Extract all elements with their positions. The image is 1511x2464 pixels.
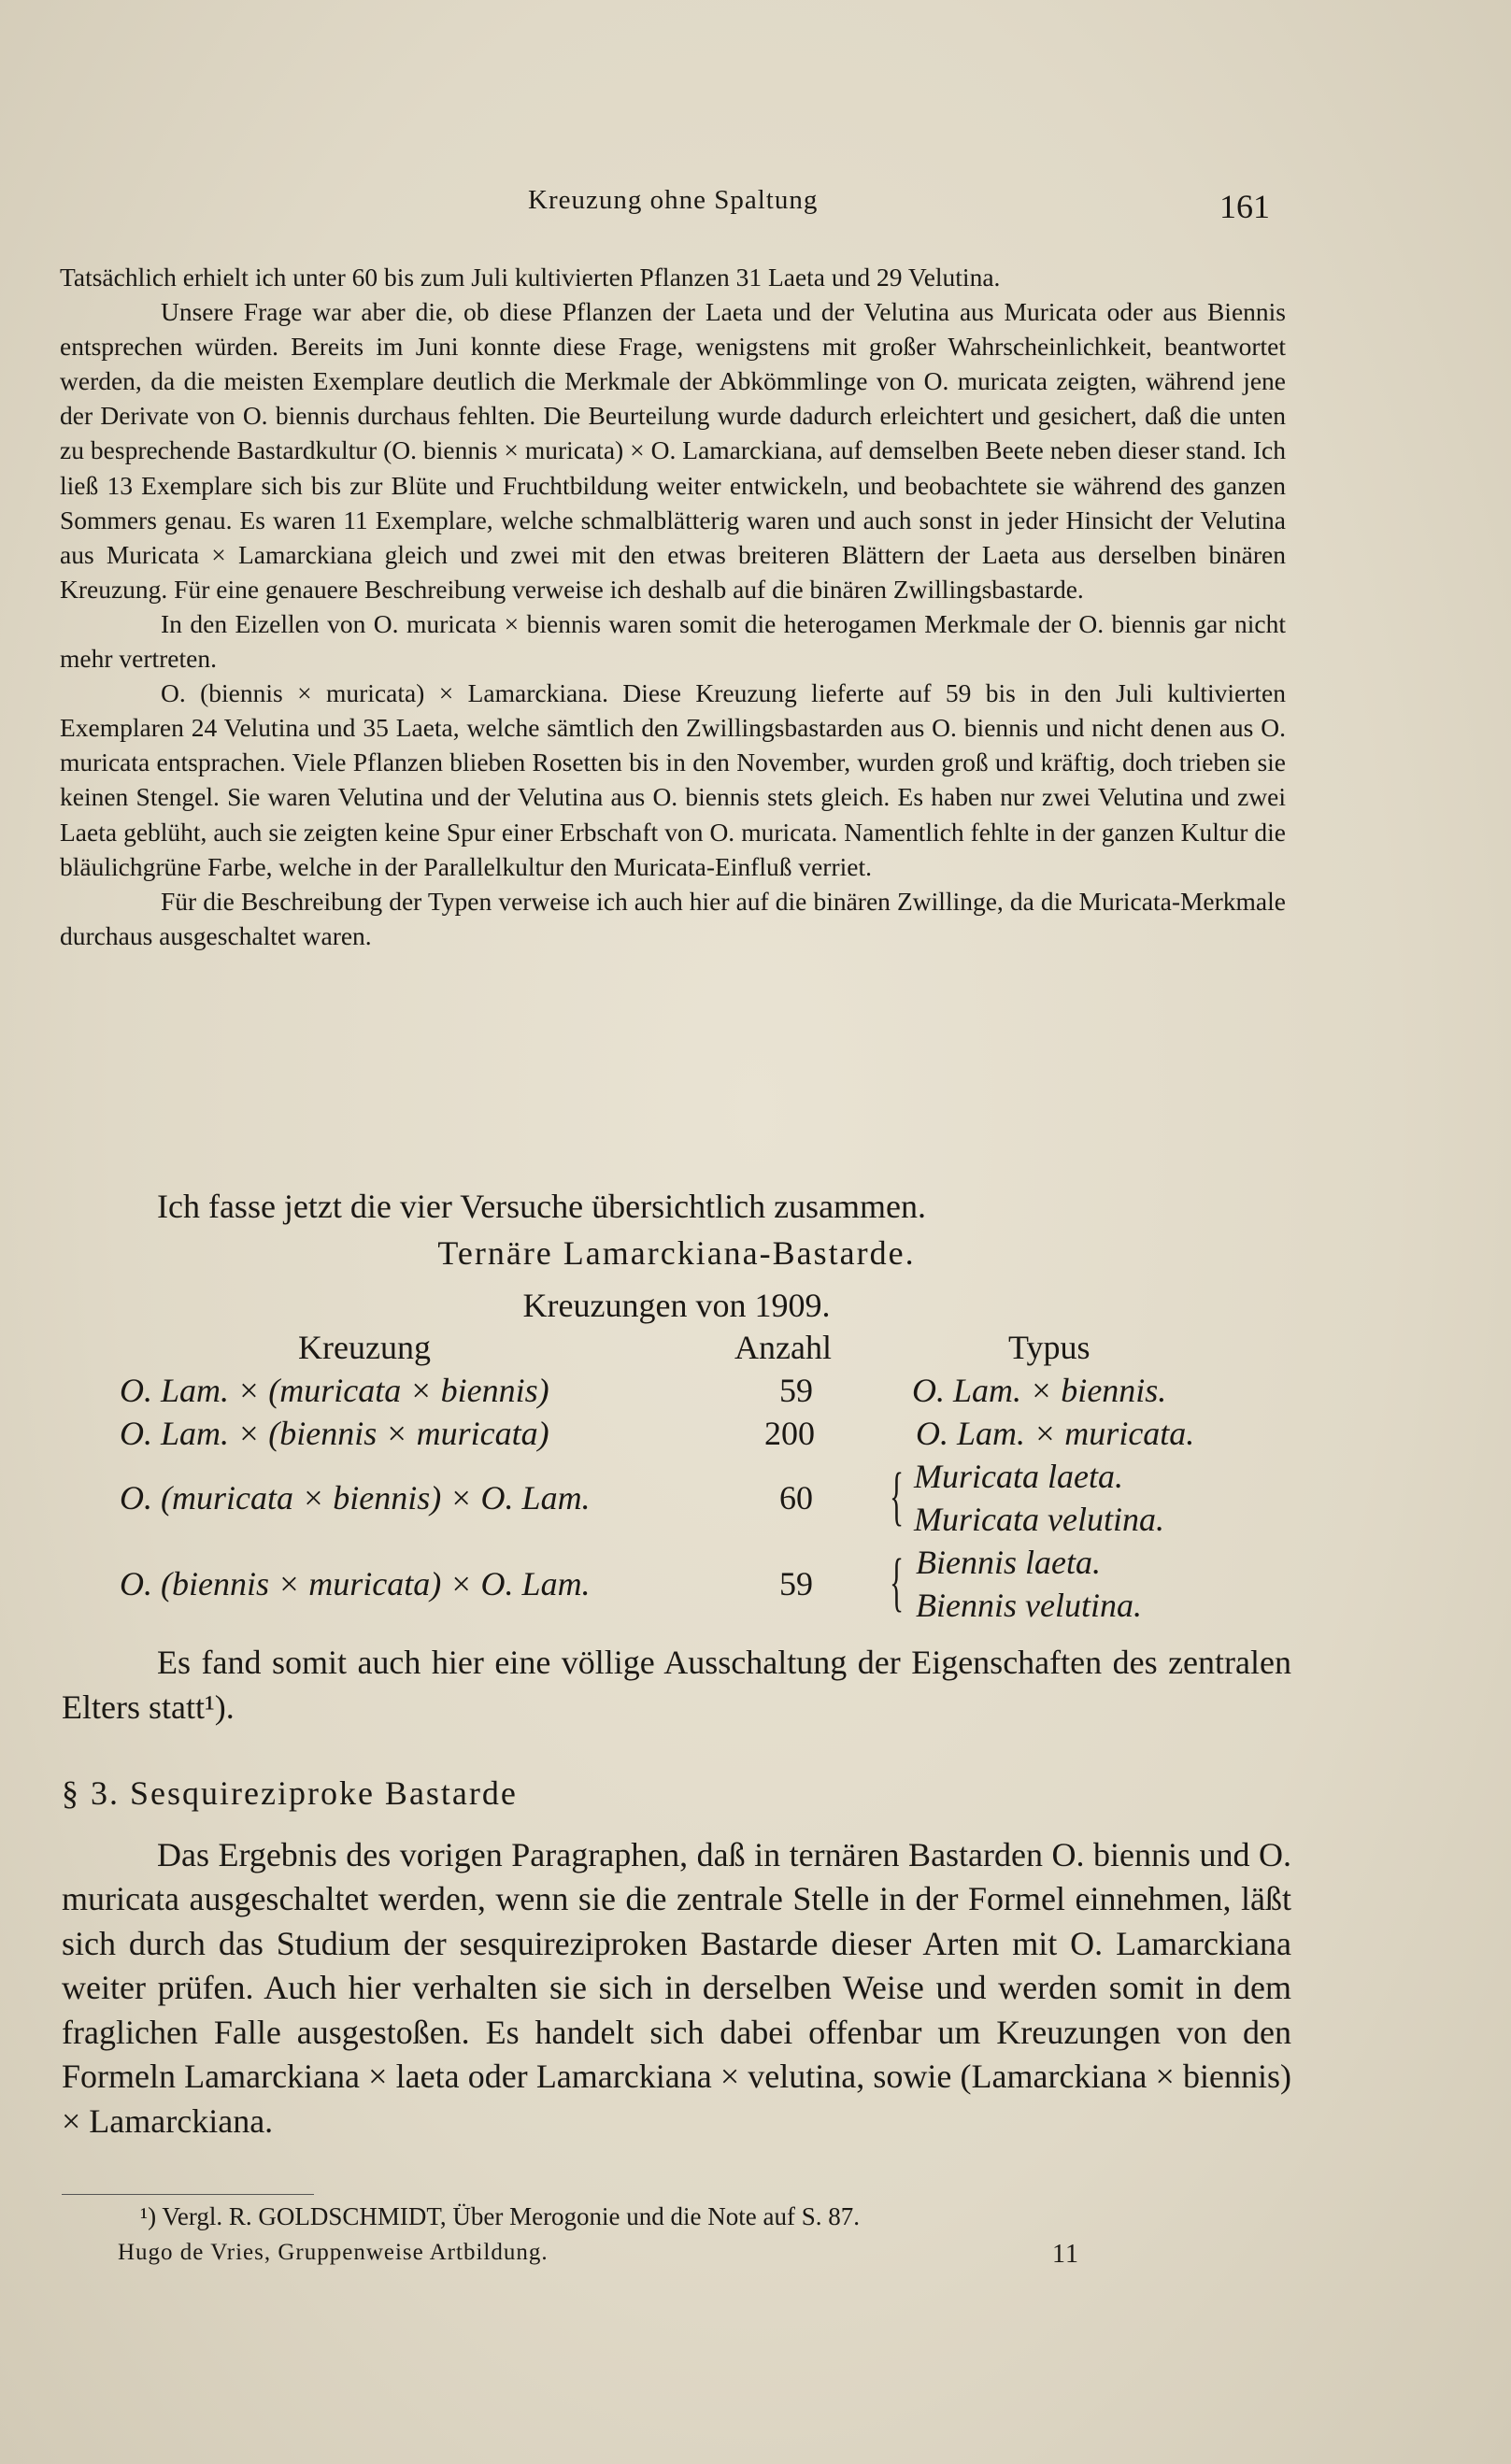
signature-line bbox=[62, 2240, 1291, 2277]
results-table bbox=[62, 1233, 1291, 1629]
row-cross: O. Lam. × (biennis × muricata) bbox=[120, 1415, 549, 1452]
paragraph-2: Unsere Frage war aber die, ob diese Pflanzen der Laeta und der Velutina aus Muricata oder aus Biennis entsprechen würden. Bereits im Juni konnte diese Frage, wenigstens mit großer Wahrscheinlichkeit, beantwortet werden, da die meisten Exemplare deutlich die Merkmale der Abkömmlinge von O. muricata zeigten, während jene der Derivate von O. biennis durchaus fehlten. Die Beurteilung wurde dadurch erleichtert und gesichert, daß die unten zu besprechende Bastardkultur (O. biennis × muricata) × O. Lamarckiana, auf demselben Beete neben dieser stand. Ich ließ 13 Exemplare sich bis zur Blüte und Fruchtbildung weiter entwickeln, und beobachtete sie während des ganzen Sommers genau. Es waren 11 Exemplare, welche schmalblätterig waren und auch sonst in jeder Hinsicht der Velutina aus Muricata × Lamarckiana gleich und zwei mit den etwas breiteren Blättern der Laeta aus derselben binären Kreuzung. Für eine genauere Beschreibung verweise ich deshalb auf die binären Zwillingsbastarde. bbox=[60, 297, 1286, 604]
footnote-area bbox=[62, 2201, 1291, 2277]
row-count: 59 bbox=[779, 1565, 813, 1602]
brace-icon: { bbox=[890, 1546, 905, 1618]
table-row bbox=[62, 1457, 1291, 1543]
table-row bbox=[62, 1371, 1291, 1414]
paragraph-3: In den Eizellen von O. muricata × biennis waren somit die heterogamen Merkmale der O. biennis gar nicht mehr vertreten. bbox=[60, 608, 1286, 674]
section-heading: § 3. Sesquireziproke Bastarde bbox=[62, 1774, 518, 1812]
row-count: 200 bbox=[764, 1415, 815, 1452]
row-cross: O. Lam. × (muricata × biennis) bbox=[120, 1372, 549, 1409]
footnote-rule bbox=[62, 2194, 314, 2195]
row-type: Biennis laeta. bbox=[916, 1544, 1101, 1581]
small-print-block bbox=[60, 260, 1286, 953]
row-count: 59 bbox=[779, 1372, 813, 1409]
paragraph-1: Tatsächlich erhielt ich unter 60 bis zum Juli kultivierten Pflanzen 31 Laeta und 29 Velutina. bbox=[60, 263, 1001, 292]
paragraph-4: O. (biennis × muricata) × Lamarckiana. Diese Kreuzung lieferte auf 59 bis in den Juli kultivierten Exemplaren 24 Velutina und 35 Laeta, welche sämtlich den Zwillingsbastarden aus O. biennis und nicht denen aus O. muricata entsprachen. Viele Pflanzen blieben Rosetten bis in den November, wurden groß und kräftig, doch trieben sie keinen Stengel. Sie waren Velutina und der Velutina aus O. biennis stets gleich. Es haben nur zwei Velutina und zwei Laeta geblüht, auch sie zeigten keine Spur einer Erbschaft von O. muricata. Namentlich fehlte in der ganzen Kultur die bläulichgrüne Farbe, welche in der Parallelkultur den Muricata-Einfluß verriet. bbox=[60, 678, 1286, 881]
header-type: Typus bbox=[1008, 1329, 1090, 1366]
table-row bbox=[62, 1543, 1291, 1629]
row-count: 60 bbox=[779, 1479, 813, 1517]
conclusion-text: Es fand somit auch hier eine völlige Ausschaltung der Eigenschaften des zentralen Elters statt¹). bbox=[62, 1644, 1291, 1726]
row-cross: O. (biennis × muricata) × O. Lam. bbox=[120, 1565, 591, 1602]
sheet-number: 11 bbox=[1052, 2240, 1079, 2269]
brace-icon: { bbox=[890, 1460, 905, 1532]
table-title: Ternäre Lamarckiana-Bastarde. bbox=[437, 1234, 916, 1272]
table-subtitle: Kreuzungen von 1909. bbox=[522, 1287, 831, 1324]
row-cross: O. (muricata × biennis) × O. Lam. bbox=[120, 1479, 591, 1517]
footnote-1: ¹) Vergl. R. GOLDSCHMIDT, Über Merogonie und die Note auf S. 87. bbox=[140, 2202, 861, 2230]
paragraph-5: Für die Beschreibung der Typen verweise ich auch hier auf die binären Zwillinge, da die Muricata-Merkmale durchaus ausgeschaltet waren. bbox=[60, 886, 1286, 950]
section-paragraph: Das Ergebnis des vorigen Paragraphen, daß in ternären Bastarden O. biennis und O. muricata ausgeschaltet werden, wenn sie die zentrale Stelle in der Formel einnehmen, läßt sich durch das Studium der sesquireziproken Bastarde dieser Arten mit O. Lamarckiana weiter prüfen. Auch hier verhalten sie sich in derselben Weise und werden somit in dem fraglichen Falle ausgestoßen. Es handelt sich dabei offenbar um Kreuzungen von den Formeln Lamarckiana × laeta oder Lamarckiana × velutina, sowie (Lamarckiana × biennis) × Lamarckiana. bbox=[62, 1835, 1291, 2140]
row-type: Muricata velutina. bbox=[914, 1501, 1164, 1538]
table-row bbox=[62, 1414, 1291, 1457]
page-number: 161 bbox=[1219, 188, 1270, 225]
section-3 bbox=[62, 1772, 1291, 2144]
row-type: Muricata laeta. bbox=[914, 1458, 1123, 1495]
row-type: O. Lam. × biennis. bbox=[912, 1372, 1167, 1409]
running-head bbox=[0, 185, 1511, 232]
summary-intro: Ich fasse jetzt die vier Versuche übersichtlich zusammen. bbox=[157, 1188, 927, 1225]
running-head-title: Kreuzung ohne Spaltung bbox=[528, 185, 819, 215]
header-cross: Kreuzung bbox=[298, 1329, 431, 1366]
conclusion-block bbox=[62, 1641, 1291, 1730]
row-type: Biennis velutina. bbox=[916, 1587, 1142, 1624]
row-type: O. Lam. × muricata. bbox=[916, 1415, 1195, 1452]
table-header-row bbox=[62, 1328, 1291, 1371]
summary-intro-block bbox=[62, 1185, 1291, 1230]
printer-signature: Hugo de Vries, Gruppenweise Artbildung. bbox=[118, 2240, 549, 2265]
header-count: Anzahl bbox=[734, 1329, 832, 1366]
